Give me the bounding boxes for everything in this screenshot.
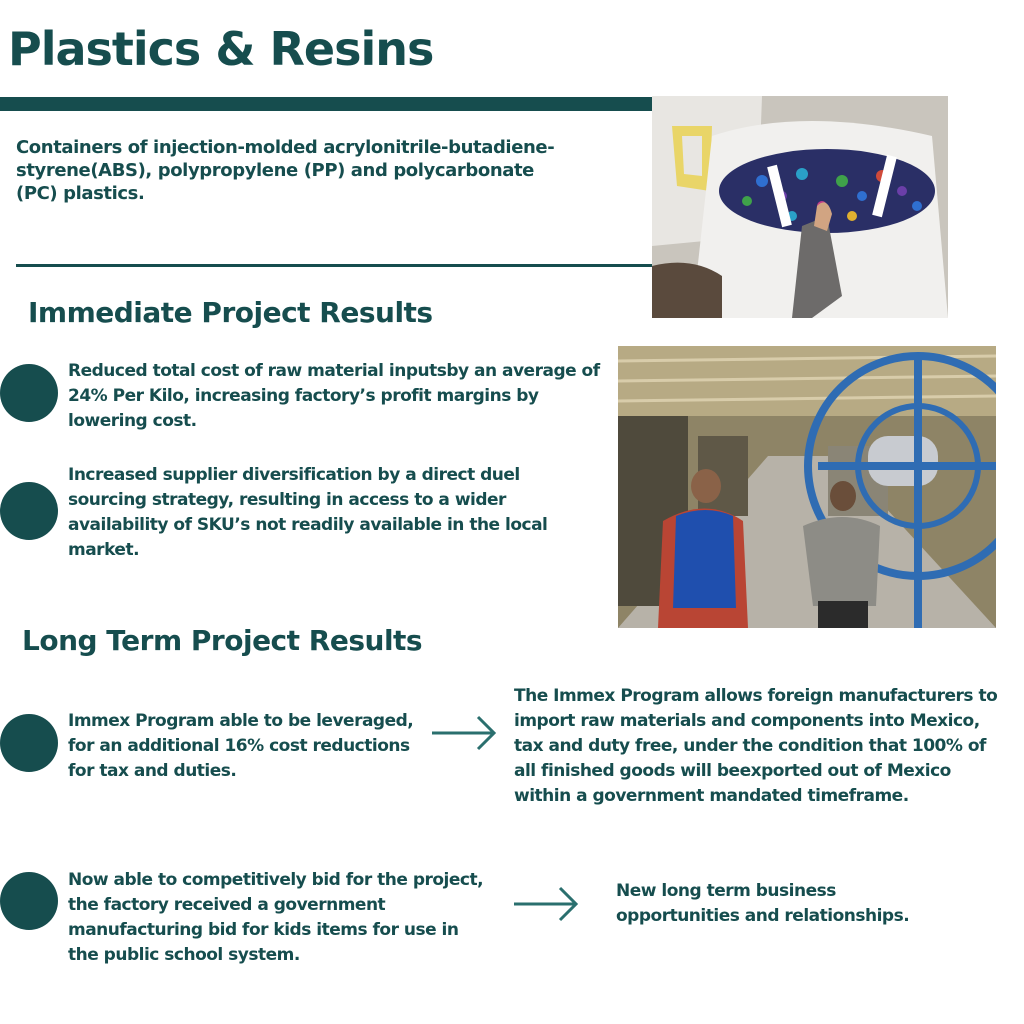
factory-floor-photo — [618, 346, 996, 628]
immediate-results-heading: Immediate Project Results — [28, 296, 433, 329]
circle-bullet-icon — [0, 714, 58, 772]
longterm-result-outcome: The Immex Program allows foreign manufacturers to import raw materials and components into Mexico, tax and duty free, under the condition that 100% of all finished goods will beexported out of Mexico within a government mandated timeframe. — [514, 686, 998, 806]
circle-bullet-icon — [0, 364, 58, 422]
intro-text: Containers of injection-molded acrylonitrile-butadiene-styrene(ABS), polypropylene (PP) and polycarbonate (PC) plastics. — [16, 137, 555, 204]
title-divider-bar — [0, 97, 652, 111]
immediate-result-item: Reduced total cost of raw material inputsby an average of 24% Per Kilo, increasing factory’s profit margins by lowering cost. — [68, 361, 600, 431]
circle-bullet-icon — [0, 872, 58, 930]
plastic-scrap-bag-photo — [652, 96, 948, 318]
circle-bullet-icon — [0, 482, 58, 540]
longterm-result-item: Immex Program able to be leveraged, for an additional 16% cost reductions for tax and duties. — [68, 711, 414, 781]
page-title: Plastics & Resins — [8, 22, 434, 76]
intro-divider — [16, 264, 652, 267]
right-arrow-icon — [512, 884, 582, 924]
longterm-result-item: Now able to competitively bid for the project, the factory received a government manufacturing bid for kids items for use in the public school system. — [68, 870, 484, 965]
immediate-result-item: Increased supplier diversification by a direct duel sourcing strategy, resulting in access to a wider availability of SKU’s not readily available in the local market. — [68, 465, 548, 560]
longterm-results-heading: Long Term Project Results — [22, 624, 423, 657]
right-arrow-icon — [430, 713, 500, 753]
longterm-result-outcome: New long term business opportunities and relationships. — [616, 881, 910, 926]
